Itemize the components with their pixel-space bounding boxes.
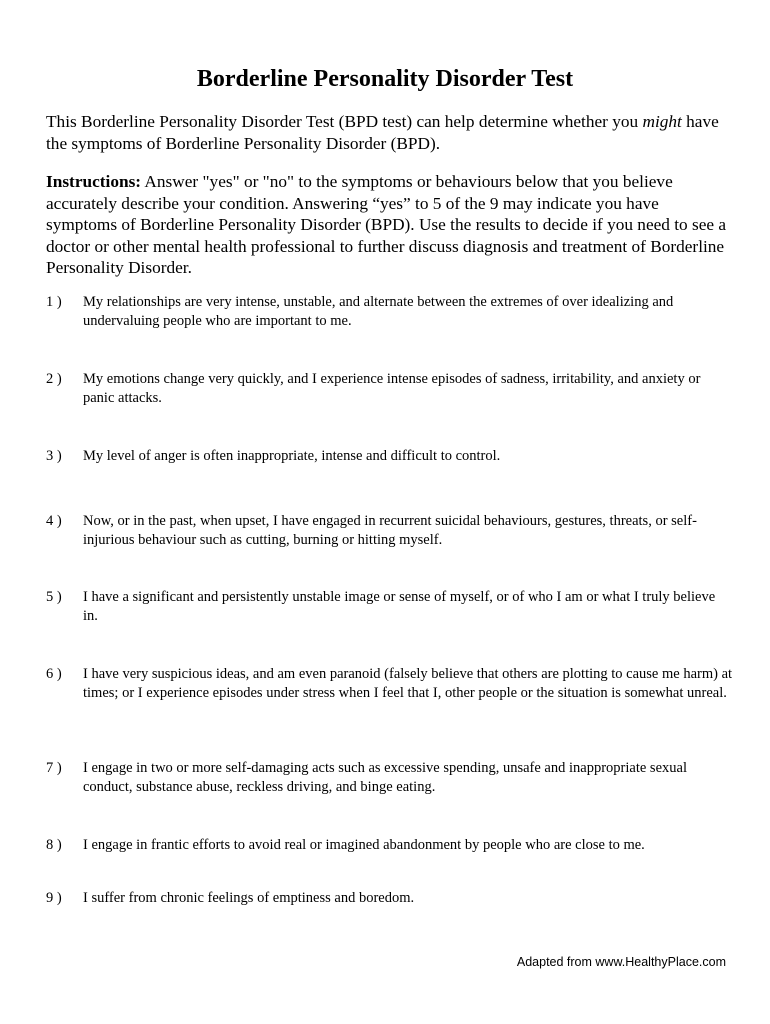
- intro-text-before: This Borderline Personality Disorder Test (BPD test) can help determine whether you: [46, 112, 643, 131]
- item-number: 3 ): [46, 448, 62, 464]
- source-footer: Adapted from www.HealthyPlace.com: [516, 955, 726, 969]
- instructions-label: Instructions:: [46, 172, 142, 191]
- document-title: Borderline Personality Disorder Test: [196, 66, 574, 92]
- instructions-text: Answer "yes" or "no" to the symptoms or behaviours below that you believe accurately describe your condition. Answering “yes” to 5 of the 9 may indicate you have symptoms of Borderline Personality Disorder (BPD). Use the results to decide if you need to see a doctor or other mental health professional to further discuss diagnosis and treatment of Borderline Personality Disorder.: [46, 172, 727, 277]
- item-number: 8 ): [46, 837, 62, 853]
- item-text: My level of anger is often inappropriate, intense and difficult to control.: [83, 448, 501, 464]
- item-text: I engage in two or more self-damaging acts such as excessive spending, unsafe and inappropriate sexual conduct, substance abuse, reckless driving, and binge eating.: [83, 760, 687, 795]
- item-number: 4 ): [46, 513, 62, 529]
- item-text: I suffer from chronic feelings of emptiness and boredom.: [83, 890, 415, 906]
- intro-paragraph: [46, 111, 736, 155]
- intro-text-after: have the symptoms of Borderline Personality Disorder (BPD).: [46, 112, 719, 153]
- item-number: 5 ): [46, 589, 62, 605]
- item-text: I have very suspicious ideas, and am even paranoid (falsely believe that others are plotting to cause me harm) at times; or I experience episodes under stress when I feel that I, other people or the situation is somewhat unreal.: [83, 666, 733, 701]
- item-text: My relationships are very intense, unstable, and alternate between the extremes of over idealizing and undervaluing people who are important to me.: [83, 294, 674, 329]
- item-number: 1 ): [46, 294, 62, 310]
- item-number: 7 ): [46, 760, 62, 776]
- instructions-paragraph: [46, 171, 732, 279]
- item-number: 9 ): [46, 890, 62, 906]
- item-number: 2 ): [46, 371, 62, 387]
- item-text: I have a significant and persistently unstable image or sense of myself, or of who I am or what I truly believe in.: [83, 589, 716, 624]
- item-text: My emotions change very quickly, and I experience intense episodes of sadness, irritability, and anxiety or panic attacks.: [83, 371, 701, 406]
- item-number: 6 ): [46, 666, 62, 682]
- intro-emphasis: might: [642, 112, 682, 131]
- item-text: Now, or in the past, when upset, I have engaged in recurrent suicidal behaviours, gestures, threats, or self-injurious behaviour such as cutting, burning or hitting myself.: [83, 513, 697, 548]
- item-text: I engage in frantic efforts to avoid real or imagined abandonment by people who are close to me.: [83, 837, 645, 853]
